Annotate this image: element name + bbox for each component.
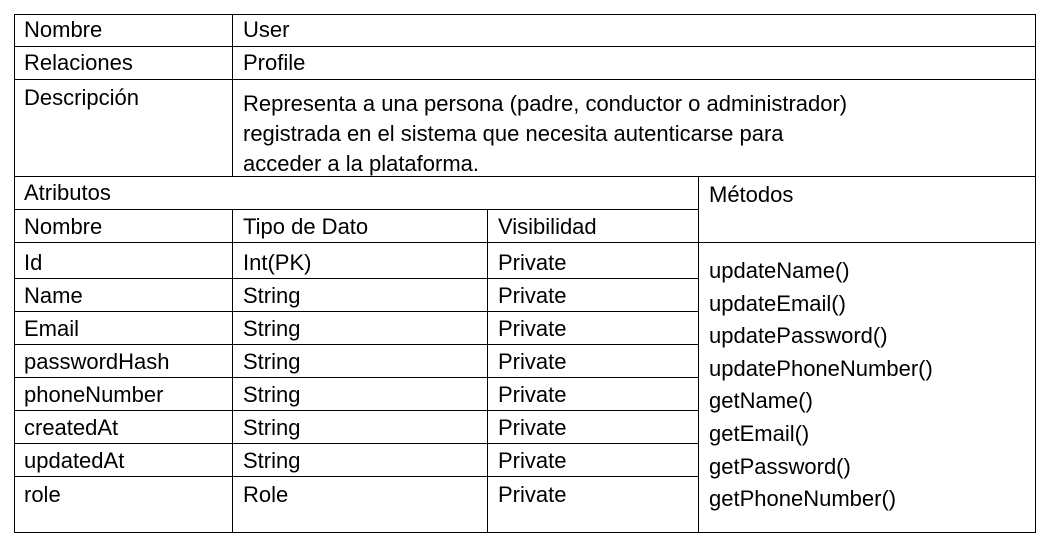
description-line: registrada en el sistema que necesita autenticarse para bbox=[243, 121, 784, 146]
name-value: User bbox=[243, 17, 290, 42]
method-item: updateEmail() bbox=[709, 290, 846, 316]
attribute-name: Name bbox=[24, 283, 83, 308]
description-line: Representa a una persona (padre, conductor o administrador) bbox=[243, 91, 848, 116]
border-bottom bbox=[14, 532, 1036, 533]
attribute-visibility: Private bbox=[498, 283, 567, 308]
border-visibility-column bbox=[487, 209, 488, 533]
column-header-visibility: Visibilidad bbox=[498, 214, 597, 239]
column-header-type: Tipo de Dato bbox=[243, 214, 369, 239]
name-label: Nombre bbox=[24, 17, 103, 42]
border-row-7 bbox=[14, 476, 698, 477]
attribute-type: String bbox=[243, 382, 301, 407]
attribute-visibility: Private bbox=[498, 250, 567, 275]
attribute-name: role bbox=[24, 482, 61, 507]
attribute-type: String bbox=[243, 448, 301, 473]
border-label-column bbox=[232, 14, 233, 177]
attribute-type: String bbox=[243, 349, 301, 374]
attribute-name: updatedAt bbox=[24, 448, 125, 473]
border-row-2 bbox=[14, 311, 698, 312]
attribute-name: Id bbox=[24, 250, 43, 275]
border-row-5 bbox=[14, 410, 698, 411]
attribute-name: Email bbox=[24, 316, 80, 341]
border-left bbox=[14, 14, 15, 533]
attributes-section-label: Atributos bbox=[24, 180, 111, 205]
border-methods-column bbox=[698, 176, 699, 533]
attribute-name: passwordHash bbox=[24, 349, 170, 374]
description-line: acceder a la plataforma. bbox=[243, 151, 480, 176]
border-after-headers bbox=[14, 242, 1036, 243]
relations-label: Relaciones bbox=[24, 50, 133, 75]
description-label: Descripción bbox=[24, 85, 139, 110]
attribute-visibility: Private bbox=[498, 415, 567, 440]
attribute-type: String bbox=[243, 316, 301, 341]
border-after-relations bbox=[14, 79, 1036, 80]
attribute-type: String bbox=[243, 283, 301, 308]
relations-value: Profile bbox=[243, 50, 306, 75]
border-row-6 bbox=[14, 443, 698, 444]
border-row-3 bbox=[14, 344, 698, 345]
border-type-column bbox=[232, 209, 233, 533]
methods-list bbox=[709, 255, 933, 516]
border-top bbox=[14, 14, 1036, 15]
attribute-name: phoneNumber bbox=[24, 382, 164, 407]
column-header-name: Nombre bbox=[24, 214, 103, 239]
method-item: updateName() bbox=[709, 258, 850, 283]
method-item: getName() bbox=[709, 388, 813, 414]
attribute-type: Role bbox=[243, 482, 289, 507]
description-text bbox=[243, 89, 847, 179]
attribute-visibility: Private bbox=[498, 349, 567, 374]
border-row-4 bbox=[14, 377, 698, 378]
method-item: getPhoneNumber() bbox=[709, 486, 897, 512]
border-after-name bbox=[14, 46, 1036, 47]
attribute-visibility: Private bbox=[498, 482, 567, 507]
attribute-visibility: Private bbox=[498, 316, 567, 341]
border-after-attributes-label bbox=[14, 209, 698, 210]
border-right bbox=[1035, 14, 1036, 533]
attribute-name: createdAt bbox=[24, 415, 119, 440]
attribute-visibility: Private bbox=[498, 382, 567, 407]
method-item: updatePhoneNumber() bbox=[709, 355, 933, 381]
methods-section-label: Métodos bbox=[709, 182, 794, 207]
attribute-type: Int(PK) bbox=[243, 250, 312, 275]
border-row-1 bbox=[14, 278, 698, 279]
method-item: getEmail() bbox=[709, 420, 810, 446]
attribute-type: String bbox=[243, 415, 301, 440]
method-item: updatePassword() bbox=[709, 323, 888, 349]
method-item: getPassword() bbox=[709, 453, 851, 479]
attribute-visibility: Private bbox=[498, 448, 567, 473]
